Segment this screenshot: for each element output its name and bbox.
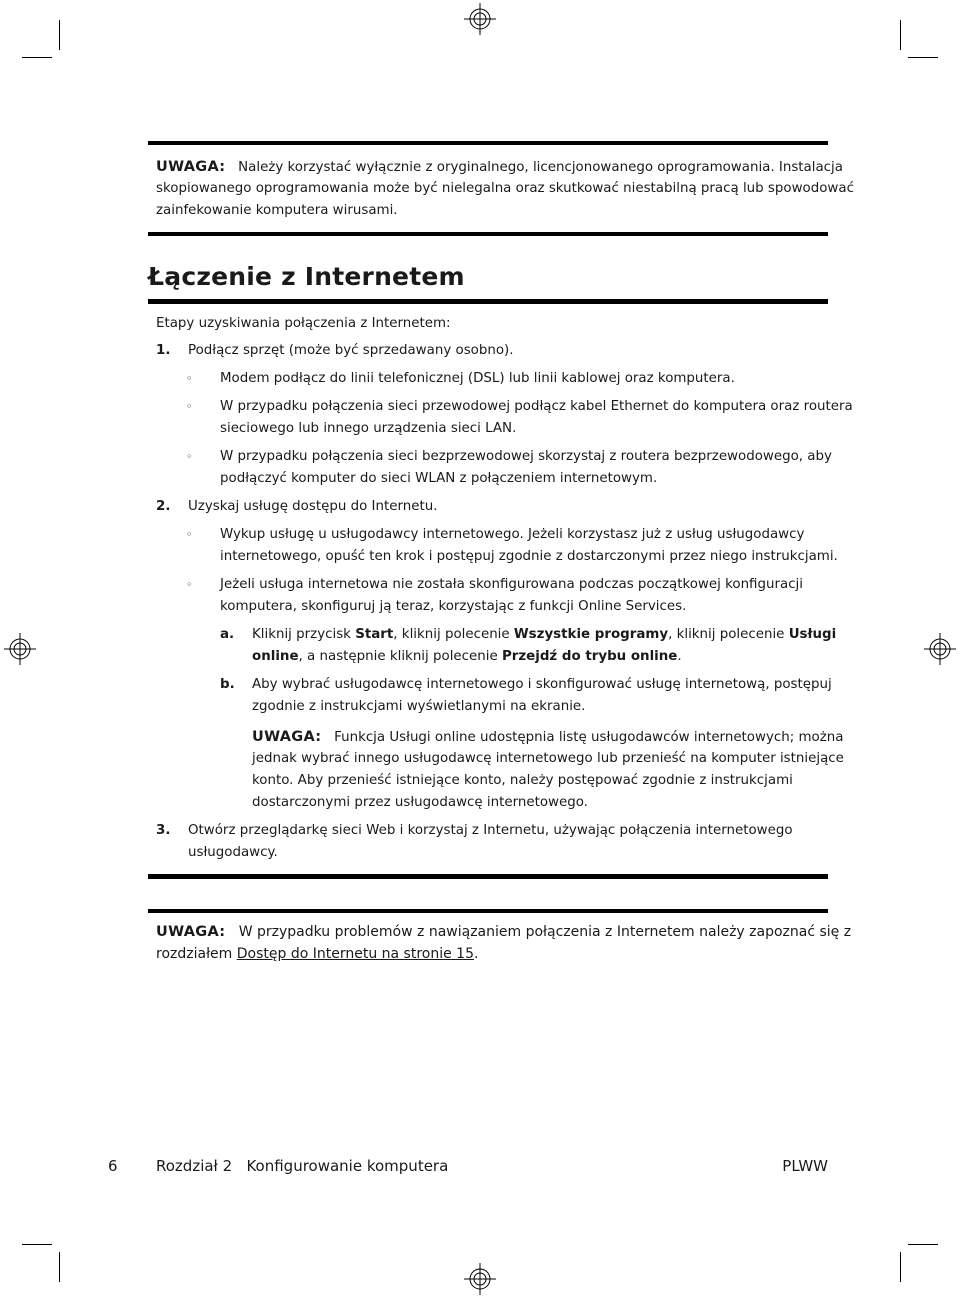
- step-number: 3.: [156, 823, 171, 838]
- list-item: Jeżeli usługa internetowa nie została skonfigurowana podczas początkowej konfiguracji: [220, 577, 803, 592]
- note-label: UWAGA:: [252, 729, 322, 745]
- substep-label: a.: [220, 627, 235, 642]
- text-run: , kliknij polecenie: [668, 627, 789, 642]
- bullet-icon: ◦: [186, 450, 193, 463]
- list-item: W przypadku połączenia sieci bezprzewodowej skorzystaj z routera bezprzewodowego, aby: [220, 449, 832, 464]
- substep-a-line-2: [252, 646, 682, 668]
- inner-note-line-2: jednak wybrać innego usługodawcę internetowego lub przenieść na komputer istniejące: [252, 751, 844, 766]
- note-top-line-2: skopiowanego oprogramowania może być nielegalna oraz skutkować niestabilną pracą lub spowodować: [156, 181, 854, 196]
- list-item-cont: sieciowego lub innego urządzenia sieci LAN.: [220, 421, 517, 436]
- step-text: Uzyskaj usługę dostępu do Internetu.: [188, 499, 438, 514]
- inner-note-line-3: konto. Aby przenieść istniejące konto, należy postępować zgodnie z instrukcjami: [252, 773, 793, 788]
- note-bottom-rule: [148, 909, 828, 913]
- text-run: .: [473, 946, 479, 962]
- go-online-ref: Przejdź do trybu online: [501, 649, 678, 664]
- chapter-title: Konfigurowanie komputera: [246, 1157, 449, 1175]
- bullet-icon: ◦: [186, 400, 193, 413]
- substep-label: b.: [220, 677, 235, 692]
- note-label: UWAGA:: [156, 159, 226, 175]
- list-item-cont: komputera, skonfiguruj ją teraz, korzystając z funkcji Online Services.: [220, 599, 687, 614]
- note-text: W przypadku problemów z nawiązaniem połączenia z Internetem należy zapoznać się z: [238, 924, 852, 940]
- registration-target-icon: [463, 1262, 497, 1296]
- chapter-label: Rozdział 2: [156, 1157, 233, 1175]
- registration-target-icon: [923, 632, 957, 666]
- substep-a-line-1: [252, 624, 836, 646]
- bullet-icon: ◦: [186, 372, 193, 385]
- section-end-rule: [148, 874, 828, 879]
- text-run: , kliknij polecenie: [393, 627, 514, 642]
- step-text: Podłącz sprzęt (może być sprzedawany osobno).: [188, 343, 514, 358]
- inner-note-line-4: dostarczonymi przez usługodawcę internetowego.: [252, 795, 588, 810]
- section-intro: Etapy uzyskiwania połączenia z Internetem:: [156, 316, 451, 331]
- registration-target-icon: [3, 632, 37, 666]
- note-top-line-1: [156, 156, 843, 179]
- step-number: 1.: [156, 343, 171, 358]
- step-text: Otwórz przeglądarkę sieci Web i korzystaj z Internetu, używając połączenia internetowego: [188, 823, 793, 838]
- list-item: Modem podłącz do linii telefonicznej (DSL) lub linii kablowej oraz komputera.: [220, 371, 735, 386]
- all-programs-ref: Wszystkie programy: [513, 627, 669, 642]
- bullet-icon: ◦: [186, 578, 193, 591]
- note-top-rule: [148, 141, 828, 145]
- online-services-ref-cont: online: [252, 649, 299, 664]
- text-run: Kliknij przycisk: [252, 627, 356, 642]
- list-item: Wykup usługę u usługodawcy internetowego. Jeżeli korzystasz już z usług usługodawcy: [220, 527, 805, 542]
- step-text-cont: usługodawcy.: [188, 845, 278, 860]
- doc-code: PLWW: [782, 1157, 828, 1175]
- section-title-rule: [148, 299, 828, 304]
- text-run: , a następnie kliknij polecenie: [298, 649, 502, 664]
- page-number: 6: [108, 1157, 118, 1175]
- list-item-cont: internetowego, opuść ten krok i postępuj zgodnie z dostarczonymi przez niego instrukcjami.: [220, 549, 838, 564]
- list-item-cont: podłączyć komputer do sieci WLAN z połączeniem internetowym.: [220, 471, 658, 486]
- text-run: .: [677, 649, 682, 664]
- note-bottom-line-2: [156, 943, 478, 965]
- substep-b-line-1: Aby wybrać usługodawcę internetowego i skonfigurować usługę internetową, postępuj: [252, 677, 832, 692]
- substep-b-line-2: zgodnie z instrukcjami wyświetlanymi na ekranie.: [252, 699, 586, 714]
- registration-target-icon: [463, 2, 497, 36]
- note-label: UWAGA:: [156, 924, 226, 940]
- step-number: 2.: [156, 499, 171, 514]
- section-title: Łączenie z Internetem: [148, 262, 465, 291]
- list-item: W przypadku połączenia sieci przewodowej podłącz kabel Ethernet do komputera oraz routera: [220, 399, 853, 414]
- note-top-bottom-rule: [148, 232, 828, 236]
- footer-chapter: [156, 1154, 448, 1178]
- online-services-ref: Usługi: [788, 627, 837, 642]
- note-top-line-3: zainfekowanie komputera wirusami.: [156, 203, 398, 218]
- bullet-icon: ◦: [186, 528, 193, 541]
- inner-note-line-1: [252, 726, 843, 749]
- note-text: Funkcja Usługi online udostępnia listę usługodawców internetowych; można: [334, 730, 844, 745]
- internet-access-link[interactable]: Dostęp do Internetu na stronie 15: [236, 946, 474, 962]
- note-bottom-line-1: [156, 921, 851, 943]
- start-button-ref: Start: [355, 627, 394, 642]
- note-text: Należy korzystać wyłącznie z oryginalnego, licencjonowanego oprogramowania. Instalacja: [238, 160, 843, 175]
- text-run: rozdziałem: [156, 946, 237, 962]
